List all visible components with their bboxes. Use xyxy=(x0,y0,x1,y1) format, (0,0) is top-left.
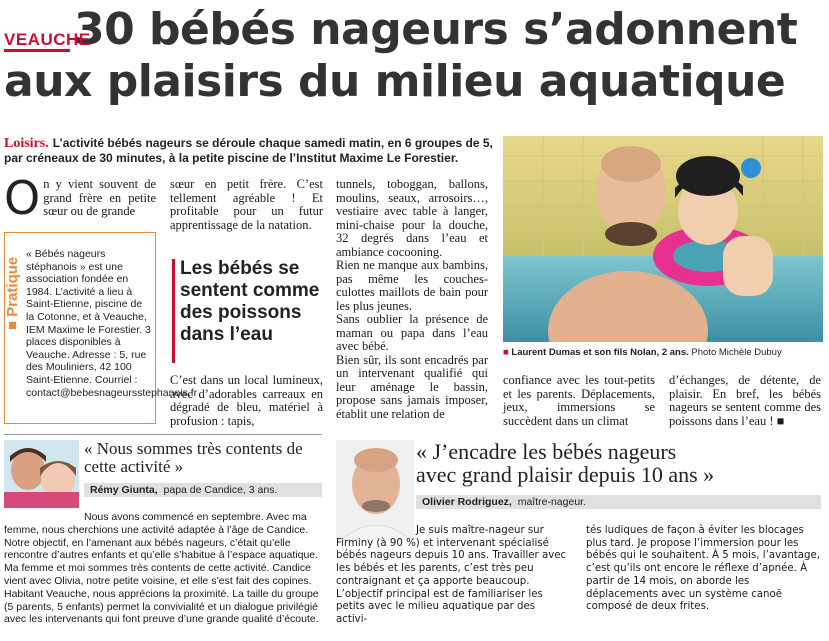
pratique-text: « Bébés nageurs stéphanois » est une association fondée en 1984. L’activité a lieu à Saint-Etienne, piscine de la Cotonne, et à Veauche, IEM Maxime le Forestier. 3 places disponibles à Veauche. Adresse : 5, rue des Mouliniers, 42 100 Saint-Etienne. Courriel : contact@bebesnageursstephanois.fr xyxy=(26,248,198,399)
section-tag: VEAUCHE xyxy=(4,30,91,49)
quote2-text-right: tés ludiques de façon à éviter les blocages plus tard. Je propose l’immersion pour les bébés qui le souhaitent. À 5 mois, l’avantage, c’est qu’ils ont encore le réflexe d’apnée. À partir de 14 mois, on aborde les déplacements avec un système canoë composé de deux frites. xyxy=(586,525,821,613)
article-col1: O n y vient souvent de grand frère en petite sœur ou de grande xyxy=(4,171,156,225)
pullquote-bar xyxy=(172,259,175,363)
lead-kicker: Loisirs. xyxy=(4,136,49,151)
quote2-text-left: Je suis maître-nageur sur Firminy (à 90 %) et intervenant spécialisé bébés nageurs depuis 10 ans. Travailler avec les bébés et les parents, c’est très peu contraignant et ça apporte beaucoup. L’objectif principal est de familiariser les petits avec le milieu aquatique par des activi- xyxy=(336,525,567,625)
article-col3: tunnels, toboggan, ballons, moulins, seaux, arrosoirs…, vestiaire avec table à langer, mini-chaise pour la douche, 32 degrés dans l’eau et ambiance cocooning. Rien ne manque aux bambins, pas même les couches-culottes maillots de bain pour les plus jeunes. Sans oublier la présence de maman ou papa dans l’eau avec bébé. Bien sûr, ils sont encadrés par un intervenant qualifié qui leur aménage le bassin, propose sans jamais imposer, établit une relation de xyxy=(336,177,488,421)
remy-portrait xyxy=(4,440,79,508)
article-col5: d’échanges, de détente, de plaisir. En bref, les bébés nageurs se sentent comme des poissons dans l’eau ! ■ xyxy=(669,373,821,428)
pullquote: Les bébés se sentent comme des poissons dans l’eau xyxy=(180,258,320,345)
quote1-title: « Nous sommes très contents de cette activité » xyxy=(84,439,303,476)
article-col2-bottom: C’est dans un local lumineux, avec d’adorables carreaux en dégradé de bleu, matériel à profusion : tapis, xyxy=(170,373,323,428)
article-col2-top: sœur en petit frère. C’est tellement agréable ! Et profitable pour un futur apprentissage de la natation. xyxy=(170,177,323,232)
quote2-title: « J’encadre les bébés nageurs avec grand plaisir depuis 10 ans » xyxy=(416,439,715,487)
quote1-text: Nous avons commencé en septembre. Avec ma femme, nous cherchions une activité adaptée à l’âge de Candice. Notre objectif, en l’amenant aux bébés nageurs, c’était qu’elle rencontre d’autres enfants et qu’elle s’habitue à l’espace aquatique. Ma femme et moi sommes très contents de cette activité. Candice vient avec Olivia, notre petite voisine, et elle s’est fait des copines. Habitant Veauche, nous apprécions la proximité. La taille du groupe (5 parents, 5 enfants) permet la convivialité et un dialogue privilégié avec les intervenants qui font preuve d’une grande qualité d’écoute. xyxy=(4,511,319,626)
headline: 30 bébés nageurs s’adonnent aux plaisirs du milieu aquatique xyxy=(4,4,798,107)
photo-caption: ■ Laurent Dumas et son fils Nolan, 2 ans. Photo Michèle Dubuy xyxy=(503,347,782,358)
section-underline xyxy=(4,49,70,52)
quote1-namebar: Rémy Giunta, papa de Candice, 3 ans. xyxy=(84,483,322,497)
lead-paragraph xyxy=(4,136,499,166)
dropcap: O xyxy=(4,171,41,225)
article-col4: confiance avec les tout-petits et les parents. Déplacements, jeux, immersions se succèdent dans un climat xyxy=(503,373,655,428)
divider xyxy=(4,434,322,435)
main-photo xyxy=(503,136,823,342)
quote2-namebar: Olivier Rodriguez, maître-nageur. xyxy=(416,495,821,509)
lead-text: L’activité bébés nageurs se déroule chaque samedi matin, en 6 groupes de 5, par créneaux de 30 minutes, à la petite piscine de l’Institut Maxime Le Forestier. xyxy=(4,136,493,165)
pratique-label: ■ Pratique xyxy=(4,256,21,330)
